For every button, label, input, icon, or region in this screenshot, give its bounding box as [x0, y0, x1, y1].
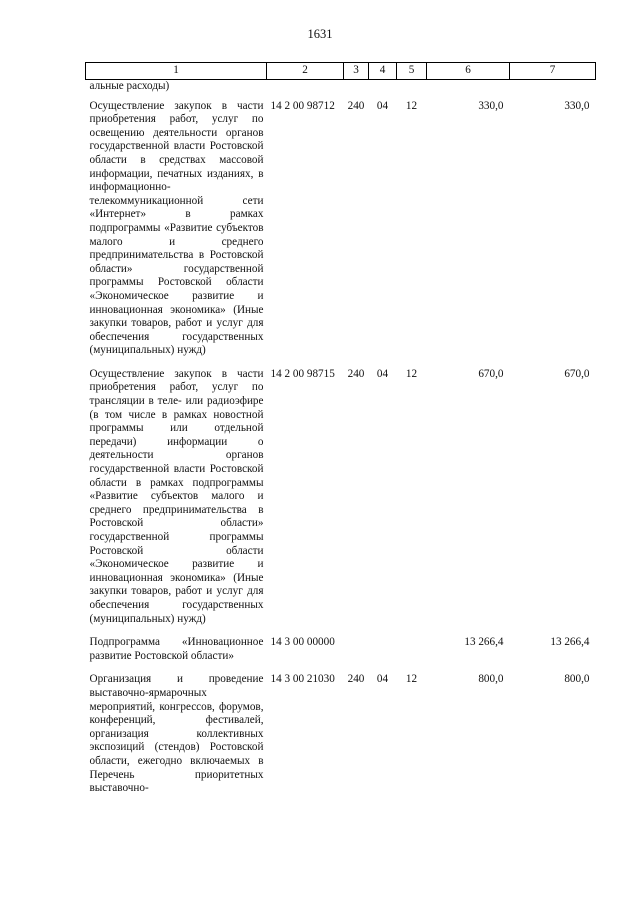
- row-col3: 240: [347, 99, 365, 112]
- table-header-row: [86, 63, 596, 80]
- table-row: [86, 366, 596, 634]
- page-number: 1631: [307, 27, 333, 41]
- row-col5: 12: [405, 367, 418, 380]
- row-value-1: 800,0: [478, 673, 504, 686]
- row-code: 14 3 00 21030: [270, 673, 335, 686]
- row-value-1: 13 266,4: [464, 636, 504, 649]
- row-col5: 12: [405, 673, 418, 686]
- column-header: 2: [267, 63, 344, 80]
- column-header: 7: [510, 63, 596, 80]
- row-code: 14 2 00 98712: [270, 99, 335, 112]
- row-col4: [369, 634, 397, 671]
- row-col4: 04: [376, 367, 389, 380]
- column-header: 3: [344, 63, 369, 80]
- row-col4: 04: [376, 99, 389, 112]
- row-value-1: 330,0: [478, 99, 504, 112]
- row-description: Осуществление закупок в части приобретения работ, услуг по освещению деятельности органов государственной власти Ростовской области в средствах массовой информации, печатных изданиях, в информационно-телекоммуникационной сети «Интернет» в рамках подпрограммы «Развитие субъектов малого и среднего предпринимательства в Ростовской области» государственной программы Ростовской области «Экономическое развитие и инновационная экономика» (Иные закупки товаров, работ и услуг для обеспечения государственных (муниципальных) нужд): [89, 99, 264, 357]
- column-header: 1: [86, 63, 267, 80]
- table-row: [86, 80, 596, 98]
- row-description: Организация и проведение выставочно-ярмарочных мероприятий, конгрессов, форумов, конференций, фестивалей, организация коллективных экспозиций (стендов) Ростовской области, ежегодно включаемых в Перечень приоритетных выставочно-: [89, 673, 264, 795]
- table-row: [86, 671, 596, 803]
- row-value-2: 330,0: [564, 99, 590, 112]
- row-col3: 240: [347, 367, 365, 380]
- row-col3: [344, 634, 369, 671]
- table-row: [86, 634, 596, 671]
- row-col5: [397, 634, 427, 671]
- row-value-1: [427, 80, 510, 98]
- row-value-2: 13 266,4: [550, 636, 590, 649]
- budget-table: [85, 62, 596, 804]
- column-header: 5: [397, 63, 427, 80]
- row-value-2: 800,0: [564, 673, 590, 686]
- row-col4: [369, 80, 397, 98]
- column-header: 6: [427, 63, 510, 80]
- row-col3: 240: [347, 673, 365, 686]
- row-description: Подпрограмма «Инновационное развитие Ростовской области»: [89, 636, 264, 662]
- row-col3: [344, 80, 369, 98]
- row-code: 14 3 00 00000: [270, 636, 335, 649]
- row-col4: 04: [376, 673, 389, 686]
- row-value-2: [510, 80, 596, 98]
- row-value-2: 670,0: [564, 367, 590, 380]
- row-value-1: 670,0: [478, 367, 504, 380]
- row-col5: 12: [405, 99, 418, 112]
- row-description: Осуществление закупок в части приобретения работ, услуг по трансляции в теле- или радиоэфире (в том числе в рамках новостной программы или отдельной передачи) информации о деятельности органов государственной власти Ростовской области в рамках подпрограммы «Развитие субъектов малого и среднего предпринимательства в Ростовской области» государственной программы Ростовской области «Экономическое развитие и инновационная экономика» (Иные закупки товаров, работ и услуг для обеспечения государственных (муниципальных) нужд): [89, 367, 264, 625]
- row-code: [267, 80, 344, 98]
- table-row: [86, 98, 596, 366]
- column-header: 4: [369, 63, 397, 80]
- row-code: 14 2 00 98715: [270, 367, 335, 380]
- row-col5: [397, 80, 427, 98]
- row-description: альные расходы): [89, 80, 170, 92]
